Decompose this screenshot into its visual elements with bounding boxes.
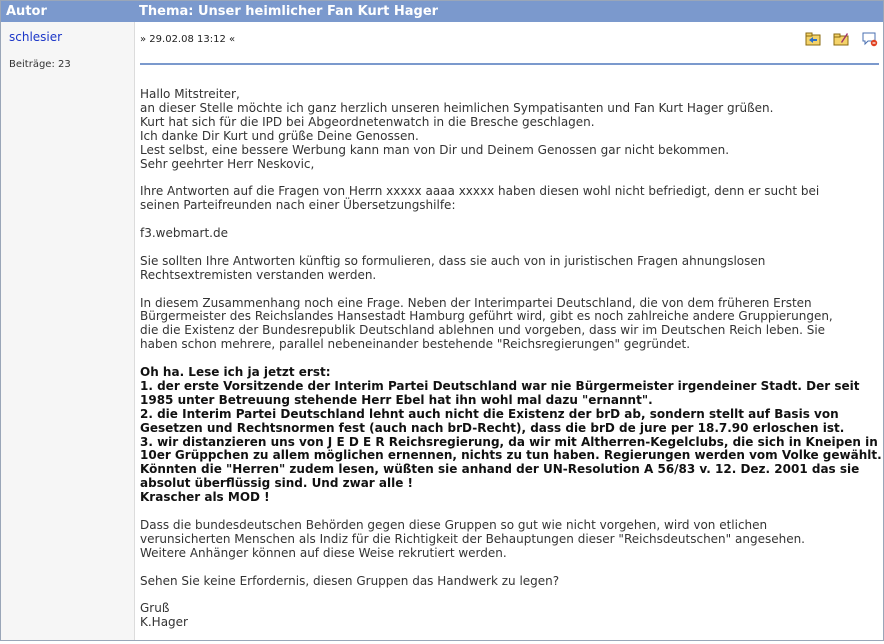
- text-line: In diesem Zusammenhang noch eine Frage. Neben der Interimpartei Deutschland, die von dem früheren Ersten: [140, 295, 812, 310]
- post-paragraph: [140, 227, 880, 241]
- post-paragraph: [140, 185, 880, 213]
- text-line: 2. die Interim Partei Deutschland lehnt auch nicht die Existenz der brD ab, sondern stellt auf Basis von: [140, 406, 839, 421]
- text-line: Gruß: [140, 601, 170, 616]
- quote-icon[interactable]: [805, 31, 821, 47]
- text-line: Oh ha. Lese ich ja jetzt erst:: [140, 365, 331, 380]
- text-line: Gesetzen und Rechtsnormen fest (auch nach brD-Recht), dass die brD de jure per 18.7.90 erloschen ist.: [140, 420, 845, 435]
- text-line: 3. wir distanzieren uns von J E D E R Reichsregierung, da wir mit Altherren-Kegelclubs, die sich in Kneipen in: [140, 434, 878, 449]
- post-paragraph: [140, 575, 880, 589]
- text-line: 1. der erste Vorsitzende der Interim Partei Deutschland war nie Bürgermeister irgendeiner Stadt. Der seit: [140, 378, 860, 393]
- text-line: verunsicherten Menschen als Indiz für die Richtigkeit der Behauptungen dieser "Reichsdeutschen" angesehen.: [140, 531, 805, 546]
- author-profile-link[interactable]: schlesier: [9, 30, 63, 44]
- edit-icon[interactable]: [833, 31, 849, 47]
- post-body: [140, 88, 880, 644]
- text-line: Sie sollten Ihre Antworten künftig so formulieren, dass sie auch von in juristischen Fragen ahnungslosen: [140, 253, 766, 268]
- text-line: 10er Grüppchen zu allem möglichen ernennen, nichts zu tun haben. Regierungen werden vom Volke gewählt.: [140, 448, 882, 463]
- text-line: absolut überflüssig sind. Und zwar alle !: [140, 476, 413, 491]
- table-header: [1, 1, 883, 22]
- text-line: die die Existenz der Bundesrepublik Deutschland ablehnen und vorgeben, dass wir im Deutschen Reich leben. Sie: [140, 323, 826, 338]
- url-text: f3.webmart.de: [140, 226, 228, 241]
- text-line: an dieser Stelle möchte ich ganz herzlich unseren heimlichen Sympatisanten und Fan Kurt Hager grüßen.: [140, 100, 774, 115]
- post-timestamp: » 29.02.08 13:12 «: [140, 34, 236, 45]
- post-paragraph: [140, 255, 880, 283]
- text-line: seinen Parteifreunden nach einer Übersetzungshilfe:: [140, 198, 456, 213]
- text-line: Sehr geehrter Herr Neskovic,: [140, 156, 315, 171]
- text-line: Sehen Sie keine Erfordernis, diesen Gruppen das Handwerk zu legen?: [140, 573, 560, 588]
- text-line: Könnten die "Herren" zudem lesen, wüßten sie anhand der UN-Resolution A 56/83 v. 12. Dez. 2001 das sie: [140, 462, 860, 477]
- post-paragraph: [140, 519, 880, 561]
- text-line: haben schon mehrere, parallel nebeneinander bestehende "Reichsregierungen" gegründet.: [140, 337, 691, 352]
- report-icon[interactable]: [862, 31, 878, 47]
- post-paragraph: [140, 297, 880, 353]
- text-line: Lest selbst, eine bessere Werbung kann man von Dir und Deinem Genossen gar nicht bekommen.: [140, 142, 730, 157]
- text-line: Bürgermeister des Reichslandes Hansestadt Hamburg geführt wird, gibt es noch zahlreiche andere Gruppierungen,: [140, 309, 833, 324]
- text-line: Weitere Anhänger können auf diese Weise rekrutiert werden.: [140, 545, 507, 560]
- moderator-note: [140, 366, 880, 505]
- post-divider: [140, 63, 879, 65]
- text-line: Rechtsextremisten verstanden werden.: [140, 267, 377, 282]
- topic-title: Thema: Unser heimlicher Fan Kurt Hager: [139, 4, 439, 19]
- text-line: Ich danke Dir Kurt und grüße Deine Genossen.: [140, 128, 419, 143]
- author-panel: [1, 22, 135, 640]
- author-column-header: Autor: [6, 4, 47, 19]
- text-line: 1985 unter Betreuung stehende Herr Ebel hat ihn wohl mal dazu "ernannt".: [140, 392, 653, 407]
- text-line: Kurt hat sich für die IPD bei Abgeordnetenwatch in die Bresche geschlagen.: [140, 114, 595, 129]
- text-line: Krascher als MOD !: [140, 490, 270, 505]
- text-line: Dass die bundesdeutschen Behörden gegen diese Gruppen so gut wie nicht vorgehen, wird von etlichen: [140, 518, 768, 532]
- post-content-area: [135, 22, 883, 640]
- post-paragraph: [140, 88, 880, 171]
- text-line: Hallo Mitstreiter,: [140, 87, 240, 101]
- text-line: Ihre Antworten auf die Fragen von Herrn xxxxx aaaa xxxxx haben diesen wohl nicht befriedigt, denn er sucht bei: [140, 184, 820, 199]
- post-signature: [140, 602, 880, 630]
- text-line: K.Hager: [140, 615, 188, 630]
- author-post-count: Beiträge: 23: [9, 59, 71, 70]
